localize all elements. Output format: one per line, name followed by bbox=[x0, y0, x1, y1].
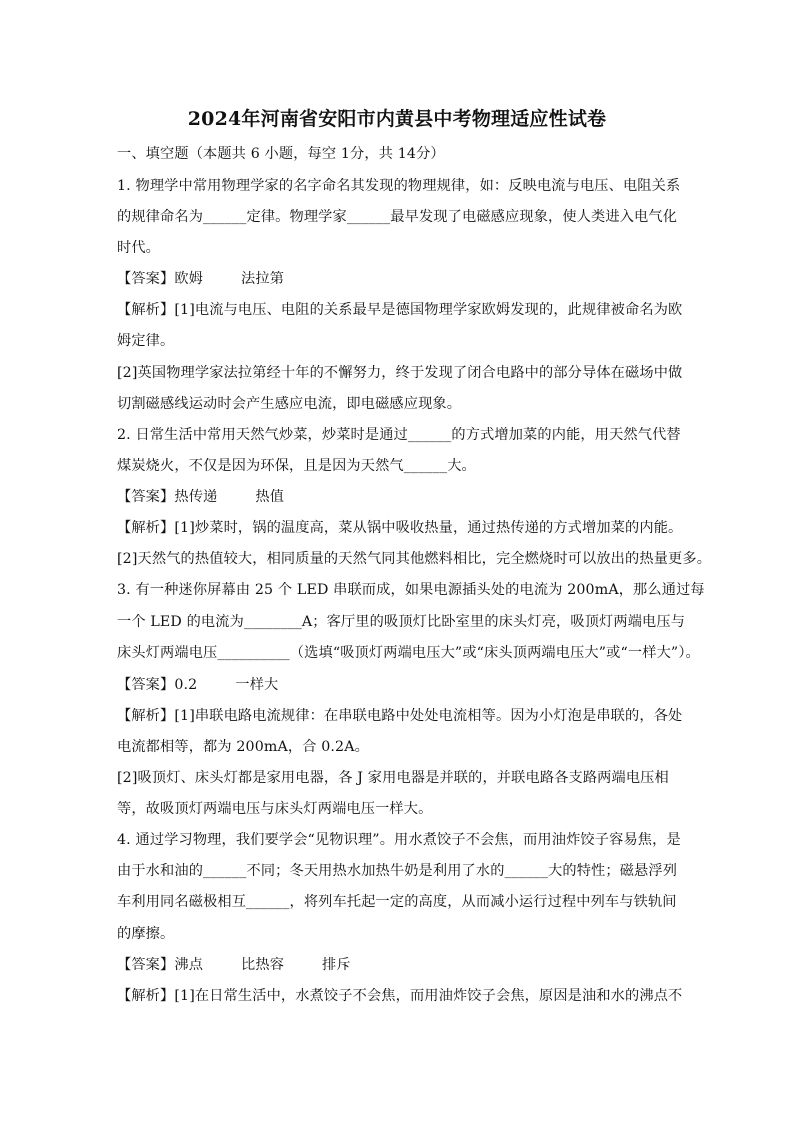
section-heading: 一、填空题（本题共 6 小题，每空 1分，共 14分） bbox=[117, 146, 445, 162]
question-1-line: 1. 物理学中常用物理学家的名字命名其发现的物理规律，如：反映电流与电压、电阻关系 bbox=[117, 178, 681, 194]
analysis-1-line: [2]英国物理学家法拉第经十年的不懈努力，终于发现了闭合电路中的部分导体在磁场中做 bbox=[117, 365, 683, 381]
question-4-line: 由于水和油的______不同；冬天用热水加热牛奶是利用了水的______大的特性；磁悬浮列 bbox=[117, 863, 678, 879]
answer-1 bbox=[117, 269, 284, 289]
analysis-3-line: [2]吸顶灯、床头灯都是家用电器，各 J 家用电器是并联的，并联电路各支路两端电压相 bbox=[117, 770, 669, 786]
question-4-line: 的摩擦。 bbox=[117, 926, 175, 942]
analysis-3-line: 等，故吸顶灯两端电压与床头灯两端电压一样大。 bbox=[117, 801, 433, 817]
page-title: 2024年河南省安阳市内黄县中考物理适应性试卷 bbox=[187, 108, 607, 130]
answer-1-second: 法拉第 bbox=[241, 271, 285, 287]
question-4-line: 车利用同名磁极相互______，将列车托起一定的高度，从而减小运行过程中列车与铁轨间 bbox=[117, 894, 677, 910]
answer-4-third: 排斥 bbox=[322, 957, 351, 973]
answer-4 bbox=[117, 955, 351, 975]
question-3-line: 一个 LED 的电流为________A；客厅里的吸顶灯比卧室里的床头灯亮，吸顶灯两端电压与 bbox=[117, 614, 686, 630]
analysis-3-line: 【解析】[1]串联电路电流规律：在串联电路中处处电流相等。因为小灯泡是串联的，各处 bbox=[117, 708, 683, 724]
analysis-1-line: 切割磁感线运动时会产生感应电流，即电磁感应现象。 bbox=[117, 396, 462, 412]
question-2-line: 煤炭烧火，不仅是因为环保，且是因为天然气______大。 bbox=[117, 458, 476, 474]
answer-4-first: 【答案】沸点 bbox=[117, 957, 204, 973]
answer-3 bbox=[117, 675, 278, 695]
answer-3-second: 一样大 bbox=[235, 677, 279, 693]
answer-1-first: 【答案】欧姆 bbox=[117, 271, 204, 287]
question-4-line: 4. 通过学习物理，我们要学会“见物识理”。用水煮饺子不会焦，而用油炸饺子容易焦，是 bbox=[117, 832, 681, 848]
answer-2 bbox=[117, 487, 284, 507]
analysis-1-line: 姆定律。 bbox=[117, 333, 175, 349]
question-1-line: 的规律命名为______定律。物理学家______最早发现了电磁感应现象，使人类进入电气化 bbox=[117, 209, 678, 225]
analysis-4-line: 【解析】[1]在日常生活中，水煮饺子不会焦，而用油炸饺子会焦，原因是油和水的沸点不 bbox=[117, 988, 683, 1004]
question-2-line: 2. 日常生活中常用天然气炒菜，炒菜时是通过______的方式增加菜的内能，用天然气代替 bbox=[117, 427, 681, 443]
answer-2-second: 热值 bbox=[255, 489, 285, 505]
question-3-line: 3. 有一种迷你屏幕由 25 个 LED 串联而成，如果电源插头处的电流为 200mA，那么通过每 bbox=[117, 582, 705, 598]
question-3-line: 床头灯两端电压__________（选填“吸顶灯两端电压大”或“床头顶两端电压大”或“一样大”）。 bbox=[117, 645, 700, 661]
answer-4-second: 比热容 bbox=[241, 957, 285, 973]
question-1-line: 时代。 bbox=[117, 240, 161, 256]
analysis-2-line: [2]天然气的热值较大，相同质量的天然气同其他燃料相比，完全燃烧时可以放出的热量更多。 bbox=[117, 551, 712, 567]
analysis-2-line: 【解析】[1]炒菜时，锅的温度高，菜从锅中吸收热量，通过热传递的方式增加菜的内能。 bbox=[117, 520, 683, 536]
analysis-3-line: 电流都相等，都为 200mA，合 0.2A。 bbox=[117, 739, 369, 755]
answer-2-first: 【答案】热传递 bbox=[117, 489, 218, 505]
answer-3-first: 【答案】0.2 bbox=[117, 677, 198, 693]
analysis-1-line: 【解析】[1]电流与电压、电阻的关系最早是德国物理学家欧姆发现的，此规律被命名为欧 bbox=[117, 302, 683, 318]
